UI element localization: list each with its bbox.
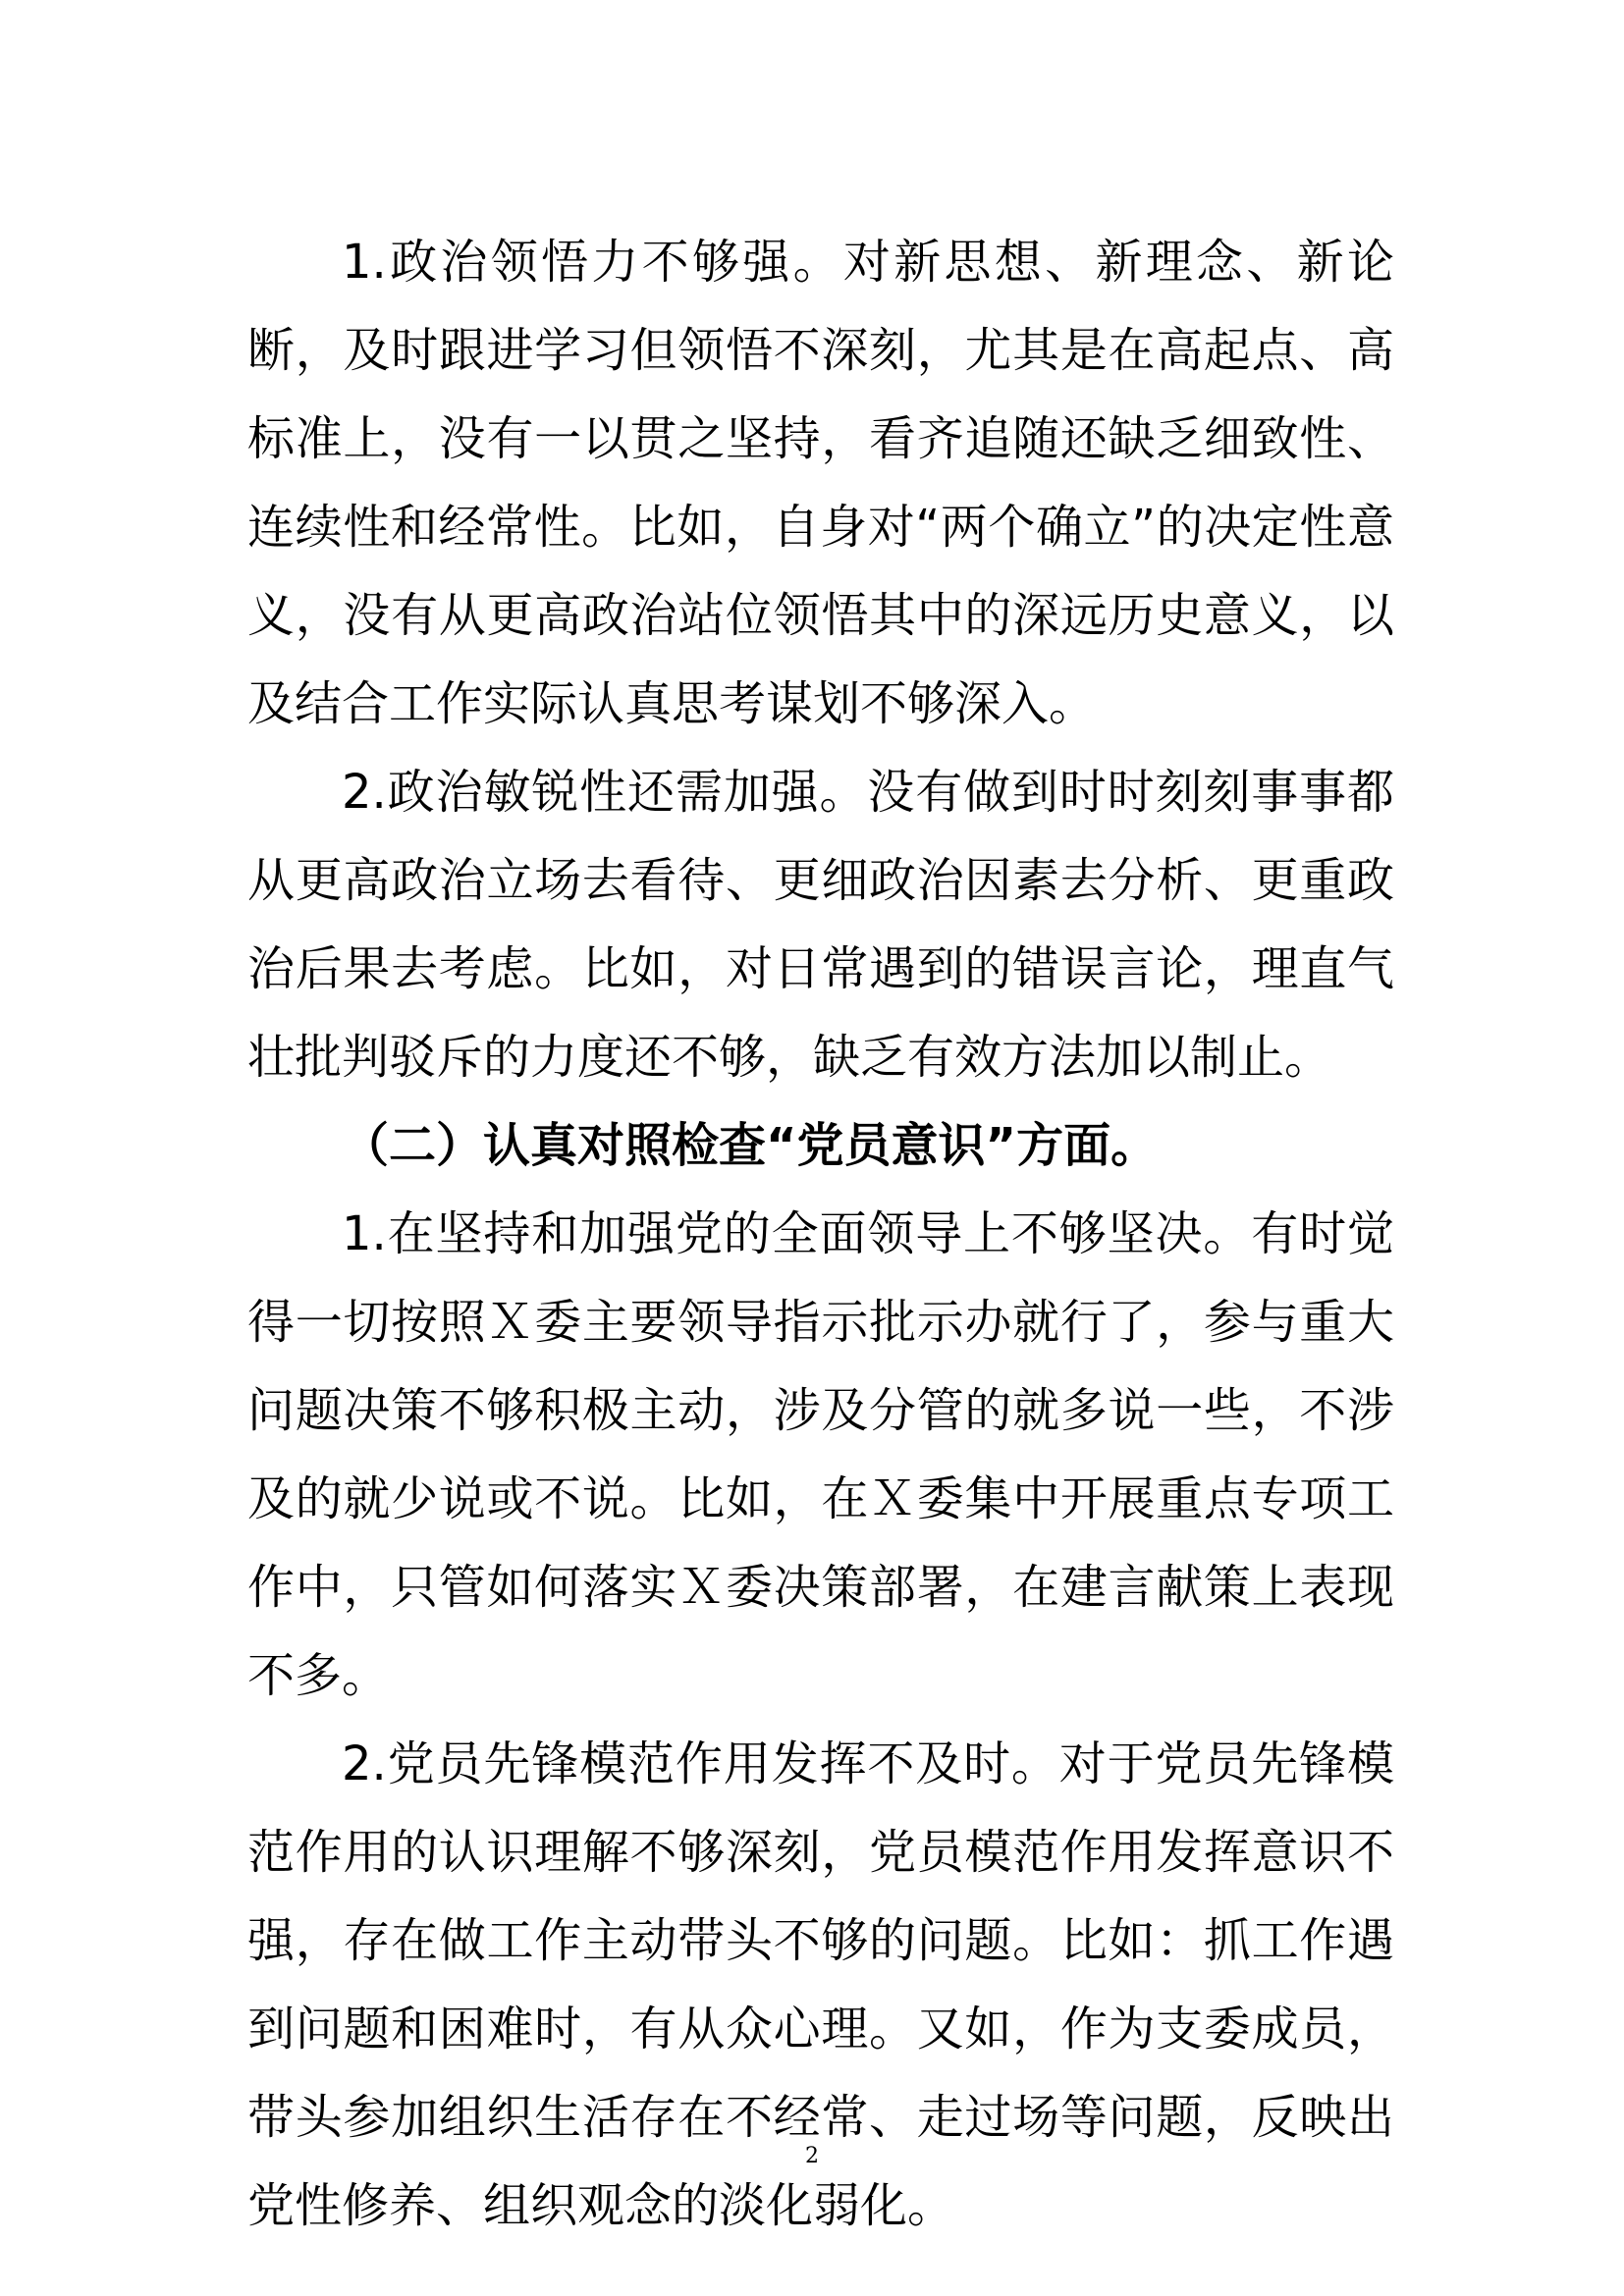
paragraph-political-comprehension: 1.政治领悟力不够强。对新思想、新理念、新论断，及时跟进学习但领悟不深刻，尤其是在高起点、高标准上，没有一以贯之坚持，看齐追随还缺乏细致性、连续性和经常性。比如，自身对“两个确立”的决定性意义，没有从更高政治站位领悟其中的深远历史意义，以及结合工作实际认真思考谋划不够深入。 [247, 235, 1394, 731]
page-number: 2 [805, 2144, 819, 2168]
paragraph-party-leadership: 1.在坚持和加强党的全面领导上不够坚决。有时觉得一切按照Ｘ委主要领导指示批示办就行了，参与重大问题决策不够积极主动，涉及分管的就多说一些，不涉及的就少说或不说。比如，在Ｘ委集中开展重点专项工作中，只管如何落实Ｘ委决策部署，在建言献策上表现不多。 [247, 1206, 1394, 1703]
section-heading-party-member-awareness: （二）认真对照检查“党员意识”方面。 [342, 1118, 1159, 1173]
paragraph-vanguard-role: 2.党员先锋模范作用发挥不及时。对于党员先锋模范作用的认识理解不够深刻，党员模范作用发挥意识不强，存在做工作主动带头不够的问题。比如：抓工作遇到问题和困难时，有从众心理。又如，作为支委成员，带头参加组织生活存在不经常、走过场等问题，反映出党性修养、组织观念的淡化弱化。 [247, 1736, 1394, 2233]
document-body [247, 218, 1394, 2250]
paragraph-political-sensitivity: 2.政治敏锐性还需加强。没有做到时时刻刻事事都从更高政治立场去看待、更细政治因素去分析、更重政治后果去考虑。比如，对日常遇到的错误言论，理直气壮批判驳斥的力度还不够，缺乏有效方法加以制止。 [247, 765, 1394, 1085]
